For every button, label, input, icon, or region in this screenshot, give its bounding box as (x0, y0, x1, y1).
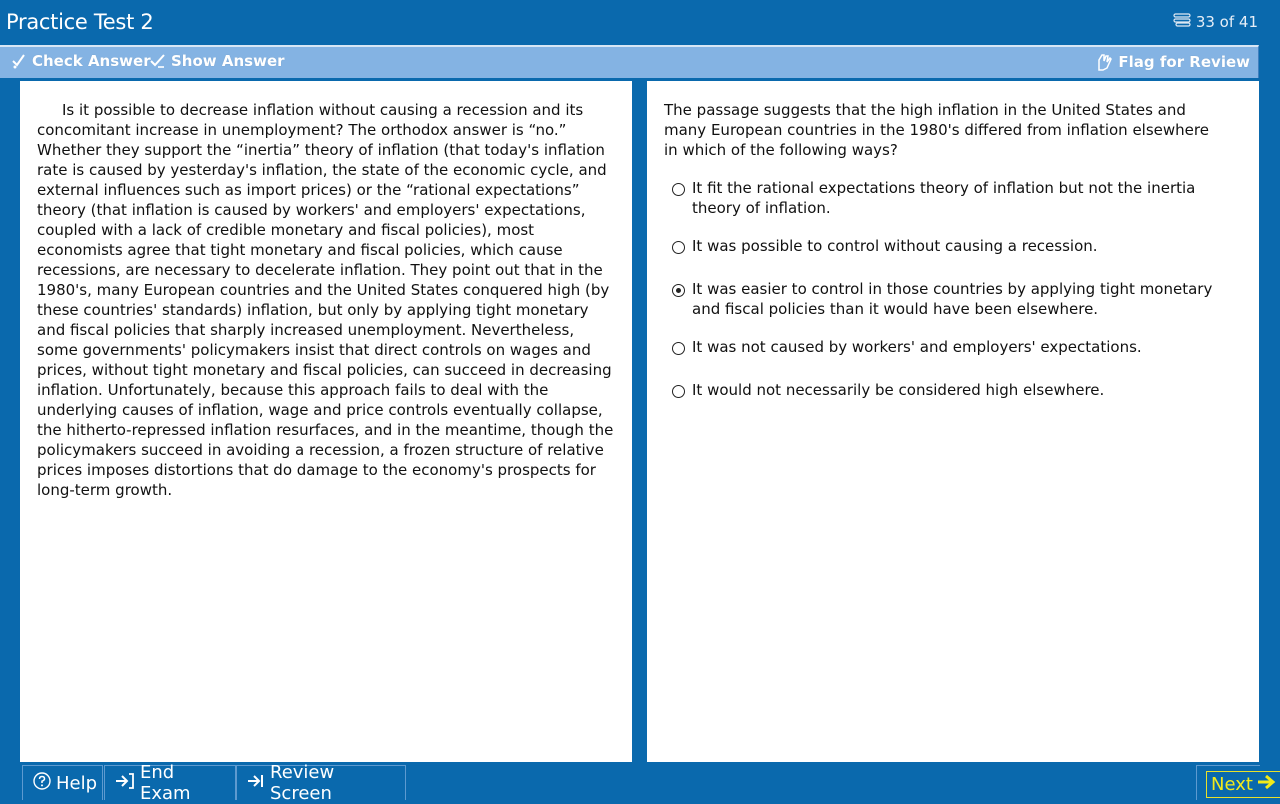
radio-button-a[interactable] (672, 183, 685, 196)
question-stem: The passage suggests that the high inflation in the United States and many European countries in the 1980's differed from inflation elsewhere in which of the following ways? (664, 101, 1209, 159)
check-icon (10, 52, 28, 70)
passage-body: Is it possible to decrease inflation without causing a recession and its concomitant increase in unemployment? The orthodox answer is “no.” Whether they support the “inertia” theory of inflation (that today's inflation rate is caused by yesterday's inflation, the state of the economic cycle, and external influences such as import prices) or the “rational expectations” theory (that inflation is caused by workers' and employers' expectations, coupled with a lack of credible monetary and fiscal policies), most economists agree that tight monetary and fiscal policies, which cause recessions, are necessary to decelerate inflation. They point out that in the 1980's, many European countries and the United States conquered high (by these countries' standards) inflation, but only by applying tight monetary and fiscal policies that sharply increased unemployment. Nevertheless, some governments' policymakers insist that direct controls on wages and prices, without tight monetary and fiscal policies, can succeed in decreasing inflation. Unfortunately, because this approach fails to deal with the underlying causes of inflation, wage and price controls eventually collapse, the hitherto-repressed inflation resurfaces, and in the meantime, though the policymakers succeed in avoiding a recession, a frozen structure of relative prices imposes distortions that do damage to the economy's prospects for long-term growth. (37, 101, 614, 499)
question-list-icon (1172, 13, 1192, 31)
title-bar (0, 0, 1280, 45)
answer-choice-d-label: It was not caused by workers' and employers' expectations. (692, 338, 1142, 356)
answer-choice-e[interactable] (672, 380, 1232, 400)
answer-choice-b[interactable] (672, 236, 1232, 256)
flag-for-review-label: Flag for Review (1118, 53, 1250, 71)
show-answer-icon (149, 52, 167, 70)
passage-text (37, 100, 617, 500)
answer-choice-c-label: It was easier to control in those countries by applying tight monetary and fiscal policies than it would have been elsewhere. (692, 280, 1213, 318)
flag-hand-icon (1094, 52, 1114, 72)
next-label: Next (1211, 774, 1253, 795)
answer-choice-a-label: It fit the rational expectations theory of inflation but not the inertia theory of inflation. (692, 179, 1196, 217)
answer-choice-b-label: It was possible to control without causing a recession. (692, 237, 1098, 255)
question-counter-text: 33 of 41 (1195, 13, 1258, 31)
panel-splitter[interactable] (632, 81, 647, 762)
end-exam-label: End Exam (140, 762, 191, 804)
help-label: Help (56, 772, 98, 794)
end-exam-icon (115, 772, 135, 795)
passage-panel[interactable] (20, 81, 632, 762)
check-answer-label: Check Answer (32, 52, 151, 70)
left-frame (0, 78, 20, 800)
show-answer-label: Show Answer (171, 52, 285, 70)
right-frame (1259, 45, 1280, 765)
answer-choice-c[interactable] (672, 279, 1232, 319)
next-button[interactable] (1206, 771, 1280, 798)
answer-choice-e-label: It would not necessarily be considered high elsewhere. (692, 381, 1105, 399)
end-exam-button[interactable] (104, 762, 236, 804)
check-answer-button[interactable] (10, 52, 151, 70)
review-screen-icon (247, 772, 265, 795)
help-button[interactable] (22, 765, 103, 800)
exam-title: Practice Test 2 (6, 10, 154, 34)
bottom-bar (20, 762, 1280, 804)
review-screen-button[interactable] (236, 762, 406, 804)
flag-for-review-button[interactable] (1094, 52, 1250, 72)
radio-button-d[interactable] (672, 342, 685, 355)
toolbar (0, 45, 1259, 78)
radio-button-b[interactable] (672, 241, 685, 254)
answer-choice-d[interactable] (672, 337, 1232, 357)
review-screen-label: Review Screen (270, 762, 335, 804)
radio-button-c[interactable] (672, 284, 685, 297)
help-icon (33, 772, 51, 795)
show-answer-button[interactable] (149, 52, 285, 70)
arrow-right-icon (1257, 774, 1277, 795)
radio-button-e[interactable] (672, 385, 685, 398)
question-panel[interactable] (647, 81, 1259, 762)
answer-choice-a[interactable] (672, 178, 1232, 218)
question-counter (1172, 13, 1258, 31)
